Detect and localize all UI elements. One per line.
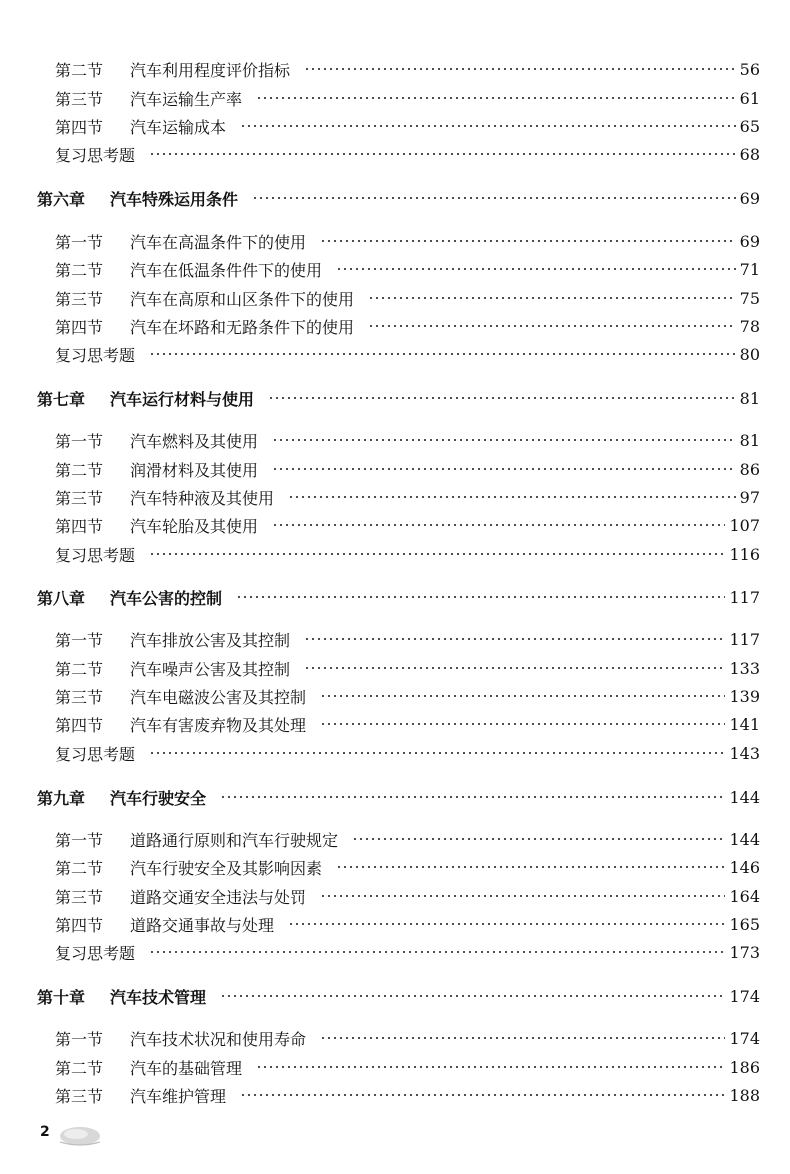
page-ref: 68: [736, 145, 760, 164]
page-ref: 80: [736, 345, 760, 364]
entry-label: 第一节: [55, 1029, 104, 1049]
entry-label: 第四节: [55, 117, 104, 137]
dot-leader: [320, 695, 727, 697]
page-ref: 144: [725, 788, 760, 807]
entry-label: 第二节: [55, 260, 104, 280]
dot-leader: [220, 995, 727, 997]
page-ref: 188: [725, 1086, 760, 1105]
entry-label: 第三节: [55, 887, 104, 907]
page-ref: 174: [725, 1029, 760, 1048]
dot-leader: [320, 240, 736, 242]
page-ref: 139: [725, 687, 760, 706]
dot-leader: [336, 866, 727, 868]
section-entry: [0, 855, 790, 879]
dot-leader: [320, 723, 727, 725]
entry-label: 第四节: [55, 715, 104, 735]
entry-title: 汽车噪声公害及其控制: [130, 659, 291, 679]
section-entry: [0, 57, 790, 81]
dot-leader: [352, 838, 727, 840]
entry-label: 第一节: [55, 630, 104, 650]
entry-title: 润滑材料及其使用: [130, 460, 259, 480]
chapter-title: 汽车运行材料与使用: [110, 389, 255, 409]
entry-title: 汽车运输成本: [130, 117, 227, 137]
page-ref: 86: [736, 460, 760, 479]
dot-leader: [149, 951, 727, 953]
page-ref: 143: [725, 744, 760, 763]
entry-label: 第三节: [55, 89, 104, 109]
review-entry: [0, 741, 790, 765]
dot-leader: [288, 496, 736, 498]
dot-leader: [272, 468, 736, 470]
section-entry: [0, 457, 790, 481]
section-entry: [0, 485, 790, 509]
dot-leader: [252, 197, 736, 199]
section-entry: [0, 912, 790, 936]
page-ref: 144: [725, 830, 760, 849]
section-entry: [0, 827, 790, 851]
section-entry: [0, 86, 790, 110]
entry-label: 复习思考题: [55, 943, 136, 963]
section-entry: [0, 1026, 790, 1050]
dot-leader: [304, 667, 727, 669]
entry-label: 第四节: [55, 915, 104, 935]
page-ref: 69: [736, 189, 760, 208]
section-entry: [0, 229, 790, 253]
page-ref: 165: [725, 915, 760, 934]
page-ref: 116: [725, 545, 760, 564]
dot-leader: [240, 1094, 727, 1096]
section-entry: [0, 428, 790, 452]
review-entry: [0, 342, 790, 366]
dot-leader: [320, 895, 727, 897]
page-number: 2: [40, 1124, 50, 1140]
section-entry: [0, 257, 790, 281]
section-entry: [0, 286, 790, 310]
dot-leader: [320, 1037, 727, 1039]
entry-title: 汽车特种液及其使用: [130, 488, 275, 508]
page-ref: 164: [725, 887, 760, 906]
entry-title: 道路通行原则和汽车行驶规定: [130, 830, 339, 850]
entry-title: 汽车在坏路和无路条件下的使用: [130, 317, 355, 337]
entry-label: 第二节: [55, 60, 104, 80]
section-entry: [0, 627, 790, 651]
entry-title: 汽车运输生产率: [130, 89, 243, 109]
entry-label: 第三节: [55, 687, 104, 707]
entry-label: 第一节: [55, 830, 104, 850]
section-entry: [0, 656, 790, 680]
entry-title: 汽车在高温条件下的使用: [130, 232, 307, 252]
chapter-entry: [0, 785, 790, 809]
section-entry: [0, 712, 790, 736]
review-entry: [0, 542, 790, 566]
entry-label: 复习思考题: [55, 744, 136, 764]
page-ref: 173: [725, 943, 760, 962]
review-entry: [0, 940, 790, 964]
chapter-label: 第七章: [37, 389, 86, 409]
dot-leader: [256, 97, 736, 99]
page-ref: 146: [725, 858, 760, 877]
dot-leader: [236, 596, 727, 598]
dot-leader: [272, 524, 727, 526]
page-ref: 75: [736, 289, 760, 308]
dot-leader: [268, 397, 736, 399]
entry-title: 汽车技术状况和使用寿命: [130, 1029, 307, 1049]
page-ref: 97: [736, 488, 760, 507]
entry-label: 第一节: [55, 232, 104, 252]
page-ref: 186: [725, 1058, 760, 1077]
chapter-entry: [0, 984, 790, 1008]
page-ref: 81: [736, 389, 760, 408]
chapter-entry: [0, 585, 790, 609]
entry-label: 第二节: [55, 1058, 104, 1078]
entry-label: 第四节: [55, 317, 104, 337]
dot-leader: [336, 268, 736, 270]
entry-label: 第二节: [55, 659, 104, 679]
entry-title: 汽车行驶安全及其影响因素: [130, 858, 323, 878]
section-entry: [0, 314, 790, 338]
dot-leader: [288, 923, 727, 925]
entry-label: 第三节: [55, 1086, 104, 1106]
entry-title: 道路交通事故与处理: [130, 915, 275, 935]
page-ref: 78: [736, 317, 760, 336]
entry-label: 第四节: [55, 516, 104, 536]
dot-leader: [256, 1066, 727, 1068]
dot-leader: [368, 325, 736, 327]
entry-title: 汽车电磁波公害及其控制: [130, 687, 307, 707]
page-ref: 81: [736, 431, 760, 450]
dot-leader: [272, 439, 736, 441]
entry-label: 复习思考题: [55, 145, 136, 165]
page-ref: 117: [725, 588, 760, 607]
entry-title: 汽车有害废弃物及其处理: [130, 715, 307, 735]
page-ref: 61: [736, 89, 760, 108]
entry-title: 道路交通安全违法与处罚: [130, 887, 307, 907]
dot-leader: [149, 353, 736, 355]
chapter-title: 汽车特殊运用条件: [110, 189, 239, 209]
chapter-title: 汽车行驶安全: [110, 788, 207, 808]
page-ref: 117: [725, 630, 760, 649]
chapter-entry: [0, 386, 790, 410]
entry-title: 汽车在低温条件件下的使用: [130, 260, 323, 280]
section-entry: [0, 1055, 790, 1079]
page-ref: 71: [736, 260, 760, 279]
page-ref: 133: [725, 659, 760, 678]
chapter-label: 第六章: [37, 189, 86, 209]
dot-leader: [220, 796, 727, 798]
entry-title: 汽车的基础管理: [130, 1058, 243, 1078]
entry-title: 汽车利用程度评价指标: [130, 60, 291, 80]
dot-leader: [304, 638, 727, 640]
entry-title: 汽车燃料及其使用: [130, 431, 259, 451]
page-ref: 107: [725, 516, 760, 535]
chapter-title: 汽车技术管理: [110, 987, 207, 1007]
review-entry: [0, 142, 790, 166]
chapter-label: 第九章: [37, 788, 86, 808]
entry-title: 汽车轮胎及其使用: [130, 516, 259, 536]
entry-label: 复习思考题: [55, 545, 136, 565]
entry-title: 汽车排放公害及其控制: [130, 630, 291, 650]
entry-title: 汽车在高原和山区条件下的使用: [130, 289, 355, 309]
section-entry: [0, 684, 790, 708]
section-entry: [0, 884, 790, 908]
section-entry: [0, 1083, 790, 1107]
page-ref: 65: [736, 117, 760, 136]
chapter-title: 汽车公害的控制: [110, 588, 223, 608]
section-entry: [0, 513, 790, 537]
section-entry: [0, 114, 790, 138]
entry-label: 第二节: [55, 858, 104, 878]
page-ref: 141: [725, 715, 760, 734]
entry-label: 第三节: [55, 289, 104, 309]
dot-leader: [149, 752, 727, 754]
entry-label: 复习思考题: [55, 345, 136, 365]
page-ref: 69: [736, 232, 760, 251]
entry-label: 第二节: [55, 460, 104, 480]
entry-label: 第一节: [55, 431, 104, 451]
page-ref: 174: [725, 987, 760, 1006]
dot-leader: [304, 68, 736, 70]
chapter-label: 第十章: [37, 987, 86, 1007]
entry-label: 第三节: [55, 488, 104, 508]
chapter-entry: [0, 186, 790, 210]
entry-title: 汽车维护管理: [130, 1086, 227, 1106]
dot-leader: [240, 125, 736, 127]
footer-ornament-icon: [58, 1122, 102, 1148]
dot-leader: [149, 153, 736, 155]
dot-leader: [368, 297, 736, 299]
page-ref: 56: [736, 60, 760, 79]
chapter-label: 第八章: [37, 588, 86, 608]
dot-leader: [149, 553, 727, 555]
